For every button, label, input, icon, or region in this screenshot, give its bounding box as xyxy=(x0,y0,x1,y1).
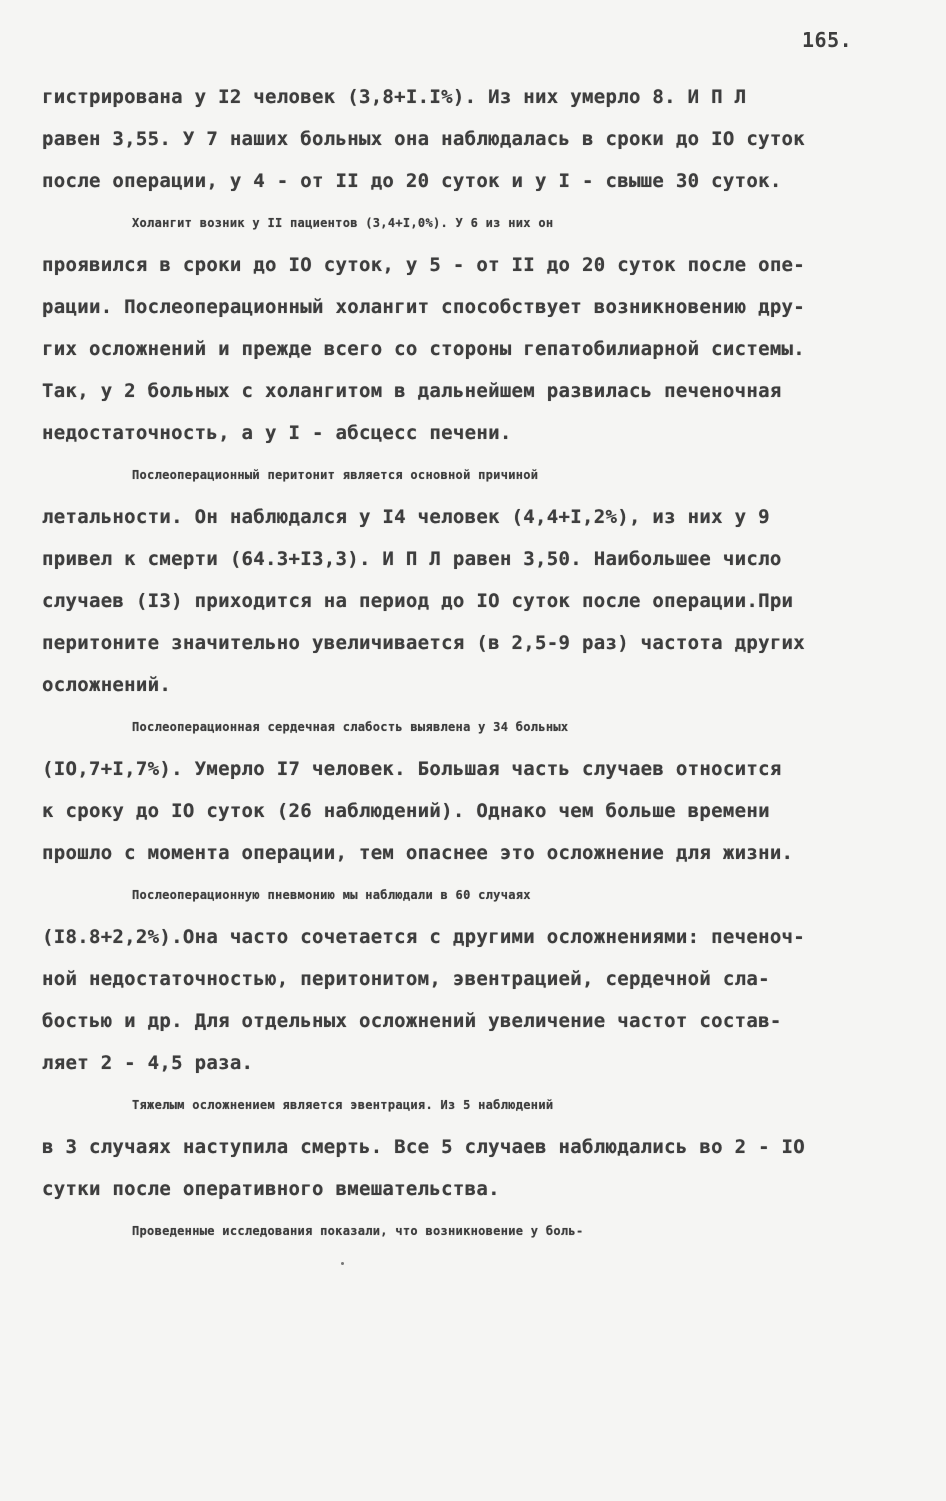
text-line: сутки после оперативного вмешательства. xyxy=(42,1178,500,1200)
text-line: случаев (I3) приходится на период до IO суток после операции.При xyxy=(42,590,794,612)
text-line: проявился в сроки до IO суток, у 5 - от II до 20 суток после опе- xyxy=(42,254,806,276)
text-line: Послеоперационную пневмонию мы наблюдали в 60 случаях xyxy=(132,888,531,902)
text-line: перитоните значительно увеличивается (в 2,5-9 раз) частота других xyxy=(42,632,806,654)
text-line: летальности. Он наблюдался у I4 человек (4,4+I,2%), из них у 9 xyxy=(42,506,770,528)
text-line: рации. Послеоперационный холангит способствует возникновению дру- xyxy=(42,296,806,318)
text-line: осложнений. xyxy=(42,674,172,696)
text-line: привел к смерти (64.3+I3,3). И П Л равен 3,50. Наибольшее число xyxy=(42,548,782,570)
text-line: в 3 случаях наступила смерть. Все 5 случаев наблюдались во 2 - IO xyxy=(42,1136,806,1158)
text-line: Холангит возник у II пациентов (3,4+I,0%). У 6 из них он xyxy=(132,216,554,230)
text-line: бостью и др. Для отдельных осложнений увеличение частот состав- xyxy=(42,1010,782,1032)
page-number: 165. xyxy=(802,28,853,52)
text-line: прошло с момента операции, тем опаснее это осложнение для жизни. xyxy=(42,842,794,864)
text-line: Тяжелым осложнением является эвентрация. Из 5 наблюдений xyxy=(132,1098,554,1112)
text-line: ной недостаточностью, перитонитом, эвентрацией, сердечной сла- xyxy=(42,968,770,990)
body-text xyxy=(42,76,912,1252)
text-line: ляет 2 - 4,5 раза. xyxy=(42,1052,254,1074)
text-line: Послеоперационная сердечная слабость выявлена у 34 больных xyxy=(132,720,569,734)
text-line: недостаточность, а у I - абсцесс печени. xyxy=(42,422,512,444)
text-line: (IO,7+I,7%). Умерло I7 человек. Большая часть случаев относится xyxy=(42,758,782,780)
text-line: равен 3,55. У 7 наших больных она наблюдалась в сроки до IO суток xyxy=(42,128,806,150)
text-line: после операции, у 4 - от II до 20 суток и у I - свыше 30 суток. xyxy=(42,170,782,192)
text-line: Проведенные исследования показали, что возникновение у боль- xyxy=(132,1224,584,1238)
text-line: гистрирована у I2 человек (3,8+I.I%). Из них умерло 8. И П Л xyxy=(42,86,747,108)
text-line: гих осложнений и прежде всего со стороны гепатобилиарной системы. xyxy=(42,338,806,360)
text-line: Так, у 2 больных с холангитом в дальнейшем развилась печеночная xyxy=(42,380,782,402)
text-line: Послеоперационный перитонит является основной причиной xyxy=(132,468,539,482)
scan-speck xyxy=(341,1262,344,1265)
text-line: (I8.8+2,2%).Она часто сочетается с другими осложнениями: печеноч- xyxy=(42,926,806,948)
text-line: к сроку до IO суток (26 наблюдений). Однако чем больше времени xyxy=(42,800,770,822)
